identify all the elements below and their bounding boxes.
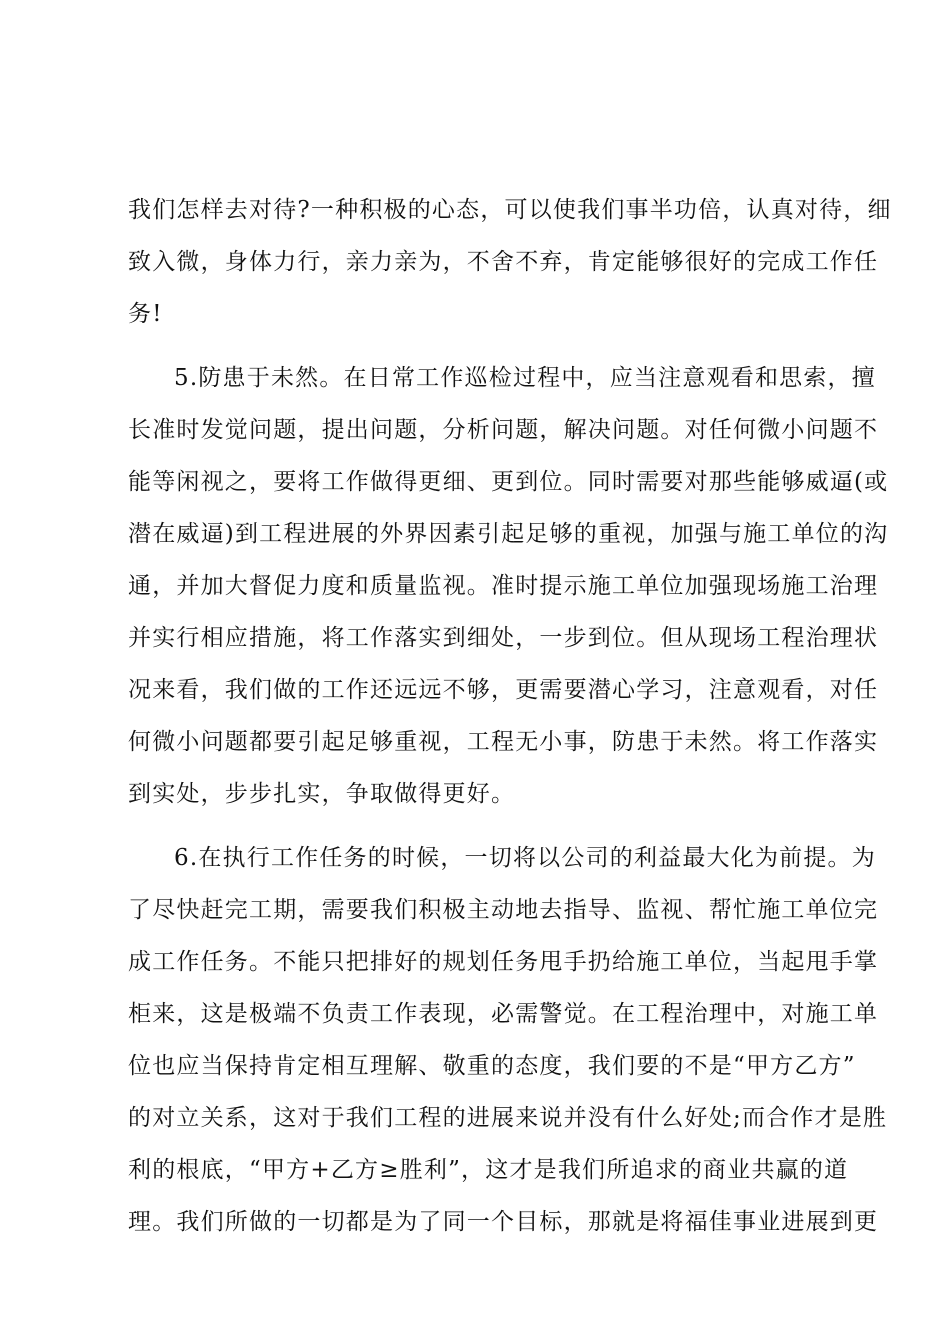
text-line: 6.在执行工作任务的时候，一切将以公司的利益最大化为前提。为	[174, 845, 876, 871]
paragraph-1	[128, 184, 892, 340]
text-line: 通，并加大督促力度和质量监视。准时提示施工单位加强现场施工治理	[128, 573, 879, 599]
text-line: 的对立关系，这对于我们工程的进展来说并没有什么好处;而合作才是胜	[128, 1105, 888, 1131]
document-body	[128, 184, 892, 1248]
text-line: 况来看，我们做的工作还远远不够，更需要潜心学习，注意观看，对任	[128, 677, 879, 703]
text-line: 5.防患于未然。在日常工作巡检过程中，应当注意观看和思索，擅	[174, 365, 876, 391]
text-line: 并实行相应措施，将工作落实到细处，一步到位。但从现场工程治理状	[128, 625, 879, 651]
text-line: 柜来，这是极端不负责工作表现，必需警觉。在工程治理中，对施工单	[128, 1001, 879, 1027]
paragraph-2	[128, 352, 889, 820]
paragraph-spacer	[128, 340, 828, 352]
text-line: 到实处，步步扎实，争取做得更好。	[128, 781, 516, 807]
paragraph-spacer	[128, 820, 828, 832]
text-line: 何微小问题都要引起足够重视，工程无小事，防患于未然。将工作落实	[128, 729, 879, 755]
text-line: 能等闲视之，要将工作做得更细、更到位。同时需要对那些能够威逼(或	[128, 469, 889, 495]
text-line: 成工作任务。不能只把排好的规划任务甩手扔给施工单位，当起甩手掌	[128, 949, 879, 975]
text-line: 位也应当保持肯定相互理解、敬重的态度，我们要的不是“甲方乙方”	[128, 1053, 856, 1079]
text-line: 利的根底，“甲方+乙方≥胜利”，这才是我们所追求的商业共赢的道	[128, 1157, 849, 1183]
text-line: 务!	[128, 301, 163, 327]
text-line: 潜在威逼)到工程进展的外界因素引起足够的重视，加强与施工单位的沟	[128, 521, 889, 547]
text-line: 我们怎样去对待?一种积极的心态，可以使我们事半功倍，认真对待，细	[128, 197, 892, 223]
text-line: 长准时发觉问题，提出问题，分析问题，解决问题。对任何微小问题不	[128, 417, 879, 443]
text-line: 理。我们所做的一切都是为了同一个目标，那就是将福佳事业进展到更	[128, 1209, 879, 1235]
paragraph-3	[128, 832, 888, 1248]
text-line: 致入微，身体力行，亲力亲为，不舍不弃，肯定能够很好的完成工作任	[128, 249, 879, 275]
text-line: 了尽快赶完工期，需要我们积极主动地去指导、监视、帮忙施工单位完	[128, 897, 879, 923]
